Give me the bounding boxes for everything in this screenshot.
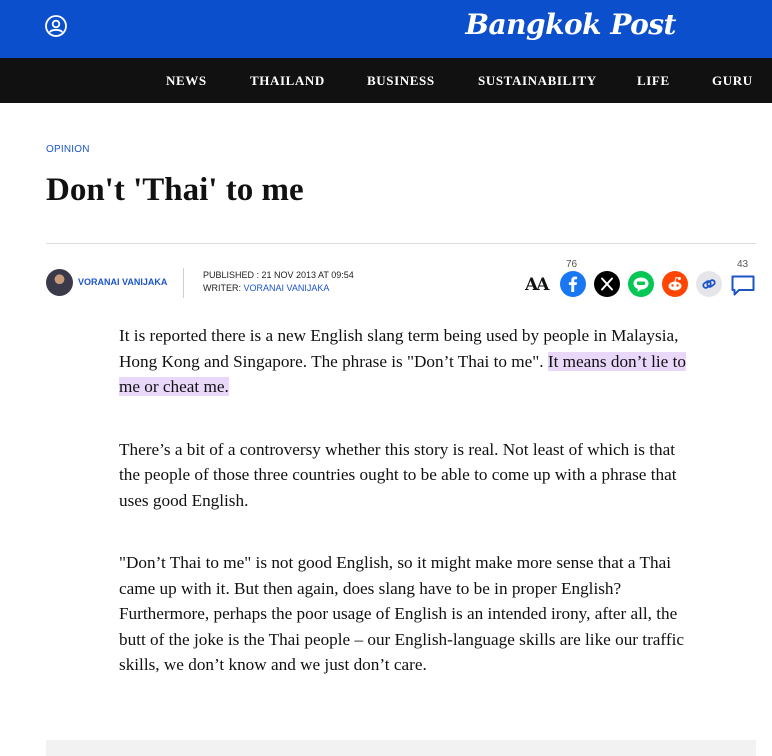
facebook-icon[interactable] <box>560 271 586 297</box>
author-avatar[interactable] <box>46 269 73 296</box>
nav-item-business[interactable]: BUSINESS <box>367 73 435 88</box>
line-icon[interactable] <box>628 271 654 297</box>
header-divider <box>46 243 756 244</box>
published-date: PUBLISHED : 21 NOV 2013 AT 09:54 <box>203 270 354 280</box>
nav-item-life[interactable]: LIFE <box>637 73 670 88</box>
facebook-share-count: 76 <box>566 259 578 270</box>
user-circle-icon[interactable] <box>44 14 68 38</box>
text-size-button[interactable]: AA <box>525 275 548 295</box>
nav-item-thailand[interactable]: THAILAND <box>250 73 325 88</box>
copy-link-icon[interactable] <box>696 271 722 297</box>
site-logo[interactable]: Bangkok Post <box>465 8 676 41</box>
x-icon[interactable] <box>594 271 620 297</box>
top-bar <box>0 0 772 58</box>
paragraph-2: There’s a bit of a controversy whether this story is real. Not least of which is that the people of those three countries ought to be able to come up with a phrase that uses good English. <box>119 439 677 510</box>
main-nav <box>0 58 772 103</box>
author-name-link[interactable]: VORANAI VANIJAKA <box>78 277 168 287</box>
paragraph-3: "Don’t Thai to me" is not good English, so it might make more sense that a Thai came up with it. But then again, does slang have to be in proper English? Furthermore, perhaps the poor usage of English is an intended irony, after all, the butt of the joke is the Thai people – our English-language skills are like our traffic skills, we don’t know and we just don’t care. <box>119 553 684 674</box>
writer-label: WRITER: <box>203 283 244 293</box>
nav-item-news[interactable]: NEWS <box>166 73 207 88</box>
byline-separator <box>183 268 184 298</box>
paragraph-1 <box>119 323 689 400</box>
nav-item-guru[interactable]: GURU <box>712 73 753 88</box>
reddit-icon[interactable] <box>662 271 688 297</box>
writer-line <box>203 283 329 293</box>
category-link[interactable]: OPINION <box>46 144 90 155</box>
article-title: Don't 'Thai' to me <box>46 172 304 208</box>
writer-name-link[interactable]: VORANAI VANIJAKA <box>243 283 330 293</box>
related-content-box <box>46 740 756 756</box>
comment-icon[interactable] <box>730 271 756 297</box>
nav-item-sustainability[interactable]: SUSTAINABILITY <box>478 73 597 88</box>
paragraph-1-text: It is reported there is a new English slang term being used by people in Malaysia, Hong Kong and Singapore. The phrase is "Don’t Thai to me". <box>119 326 679 371</box>
comment-count: 43 <box>737 259 749 270</box>
article-body <box>119 323 689 715</box>
highlighted-text: It means don’t lie to me or cheat me. <box>119 351 686 396</box>
